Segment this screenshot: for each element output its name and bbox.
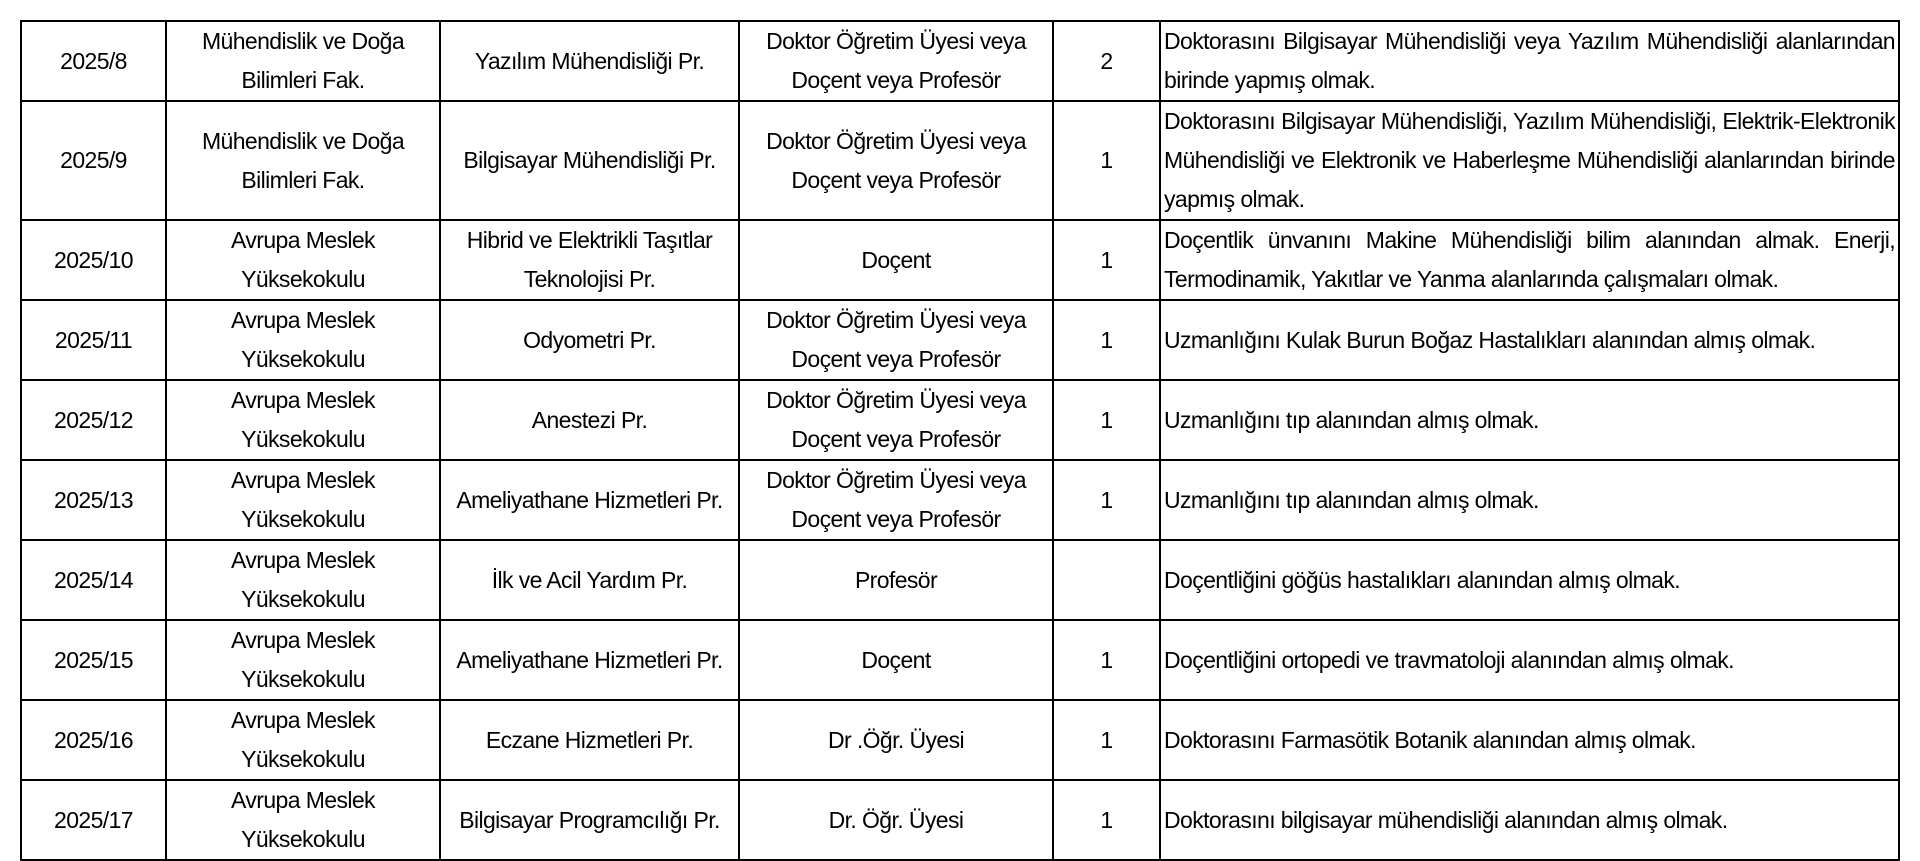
academic-title-cell: Dr .Öğr. Üyesi (739, 700, 1053, 780)
program-cell: Ameliyathane Hizmetleri Pr. (440, 620, 739, 700)
announcement-number-cell: 2025/12 (21, 380, 166, 460)
unit-cell: Avrupa Meslek Yüksekokulu (166, 780, 440, 860)
program-cell: Bilgisayar Mühendisliği Pr. (440, 101, 739, 220)
unit-cell: Mühendislik ve Doğa Bilimleri Fak. (166, 21, 440, 101)
program-cell: Ameliyathane Hizmetleri Pr. (440, 460, 739, 540)
table-row (21, 21, 1899, 101)
program-cell: İlk ve Acil Yardım Pr. (440, 540, 739, 620)
unit-cell: Mühendislik ve Doğa Bilimleri Fak. (166, 101, 440, 220)
academic-title-cell: Doçent (739, 220, 1053, 300)
requirement-cell: Doçentliğini ortopedi ve travmatoloji alanından almış olmak. (1160, 620, 1899, 700)
unit-cell: Avrupa Meslek Yüksekokulu (166, 460, 440, 540)
position-count-cell: 2 (1053, 21, 1160, 101)
academic-title-cell: Doktor Öğretim Üyesi veya Doçent veya Profesör (739, 380, 1053, 460)
position-count-cell: 1 (1053, 300, 1160, 380)
requirement-cell: Doktorasını Bilgisayar Mühendisliği veya Yazılım Mühendisliği alanlarından birinde yapmış olmak. (1160, 21, 1899, 101)
table-row (21, 300, 1899, 380)
unit-cell: Avrupa Meslek Yüksekokulu (166, 300, 440, 380)
program-cell: Anestezi Pr. (440, 380, 739, 460)
position-count-cell: 1 (1053, 620, 1160, 700)
table-row (21, 620, 1899, 700)
unit-cell: Avrupa Meslek Yüksekokulu (166, 380, 440, 460)
announcement-number-cell: 2025/9 (21, 101, 166, 220)
program-cell: Odyometri Pr. (440, 300, 739, 380)
program-cell: Bilgisayar Programcılığı Pr. (440, 780, 739, 860)
announcement-number-cell: 2025/16 (21, 700, 166, 780)
requirement-cell: Doktorasını bilgisayar mühendisliği alanından almış olmak. (1160, 780, 1899, 860)
announcement-number-cell: 2025/8 (21, 21, 166, 101)
announcement-number-cell: 2025/15 (21, 620, 166, 700)
announcement-number-cell: 2025/14 (21, 540, 166, 620)
academic-title-cell: Doktor Öğretim Üyesi veya Doçent veya Profesör (739, 101, 1053, 220)
academic-title-cell: Profesör (739, 540, 1053, 620)
table-row (21, 460, 1899, 540)
academic-title-cell: Doçent (739, 620, 1053, 700)
position-count-cell: 1 (1053, 460, 1160, 540)
program-cell: Eczane Hizmetleri Pr. (440, 700, 739, 780)
announcement-number-cell: 2025/13 (21, 460, 166, 540)
table-row (21, 220, 1899, 300)
announcement-number-cell: 2025/10 (21, 220, 166, 300)
position-count-cell (1053, 540, 1160, 620)
position-count-cell: 1 (1053, 380, 1160, 460)
program-cell: Hibrid ve Elektrikli Taşıtlar Teknolojisi Pr. (440, 220, 739, 300)
unit-cell: Avrupa Meslek Yüksekokulu (166, 700, 440, 780)
announcement-number-cell: 2025/17 (21, 780, 166, 860)
requirement-cell: Doçentlik ünvanını Makine Mühendisliği bilim alanından almak. Enerji, Termodinamik, Yakıtlar ve Yanma alanlarında çalışmaları olmak. (1160, 220, 1899, 300)
position-count-cell: 1 (1053, 101, 1160, 220)
unit-cell: Avrupa Meslek Yüksekokulu (166, 220, 440, 300)
academic-title-cell: Dr. Öğr. Üyesi (739, 780, 1053, 860)
requirement-cell: Doktorasını Farmasötik Botanik alanından almış olmak. (1160, 700, 1899, 780)
table-row (21, 101, 1899, 220)
announcement-number-cell: 2025/11 (21, 300, 166, 380)
unit-cell: Avrupa Meslek Yüksekokulu (166, 540, 440, 620)
requirement-cell: Uzmanlığını tıp alanından almış olmak. (1160, 380, 1899, 460)
requirement-cell: Doktorasını Bilgisayar Mühendisliği, Yazılım Mühendisliği, Elektrik-Elektronik Mühendisliği ve Elektronik ve Haberleşme Mühendisliği alanlarından birinde yapmış olmak. (1160, 101, 1899, 220)
table-row (21, 540, 1899, 620)
position-count-cell: 1 (1053, 700, 1160, 780)
position-count-cell: 1 (1053, 780, 1160, 860)
position-listing-table (20, 20, 1900, 861)
position-count-cell: 1 (1053, 220, 1160, 300)
table-row (21, 380, 1899, 460)
requirement-cell: Uzmanlığını Kulak Burun Boğaz Hastalıkları alanından almış olmak. (1160, 300, 1899, 380)
academic-title-cell: Doktor Öğretim Üyesi veya Doçent veya Profesör (739, 300, 1053, 380)
academic-title-cell: Doktor Öğretim Üyesi veya Doçent veya Profesör (739, 460, 1053, 540)
requirement-cell: Doçentliğini göğüs hastalıkları alanından almış olmak. (1160, 540, 1899, 620)
table-row (21, 780, 1899, 860)
unit-cell: Avrupa Meslek Yüksekokulu (166, 620, 440, 700)
academic-title-cell: Doktor Öğretim Üyesi veya Doçent veya Profesör (739, 21, 1053, 101)
program-cell: Yazılım Mühendisliği Pr. (440, 21, 739, 101)
requirement-cell: Uzmanlığını tıp alanından almış olmak. (1160, 460, 1899, 540)
table-row (21, 700, 1899, 780)
